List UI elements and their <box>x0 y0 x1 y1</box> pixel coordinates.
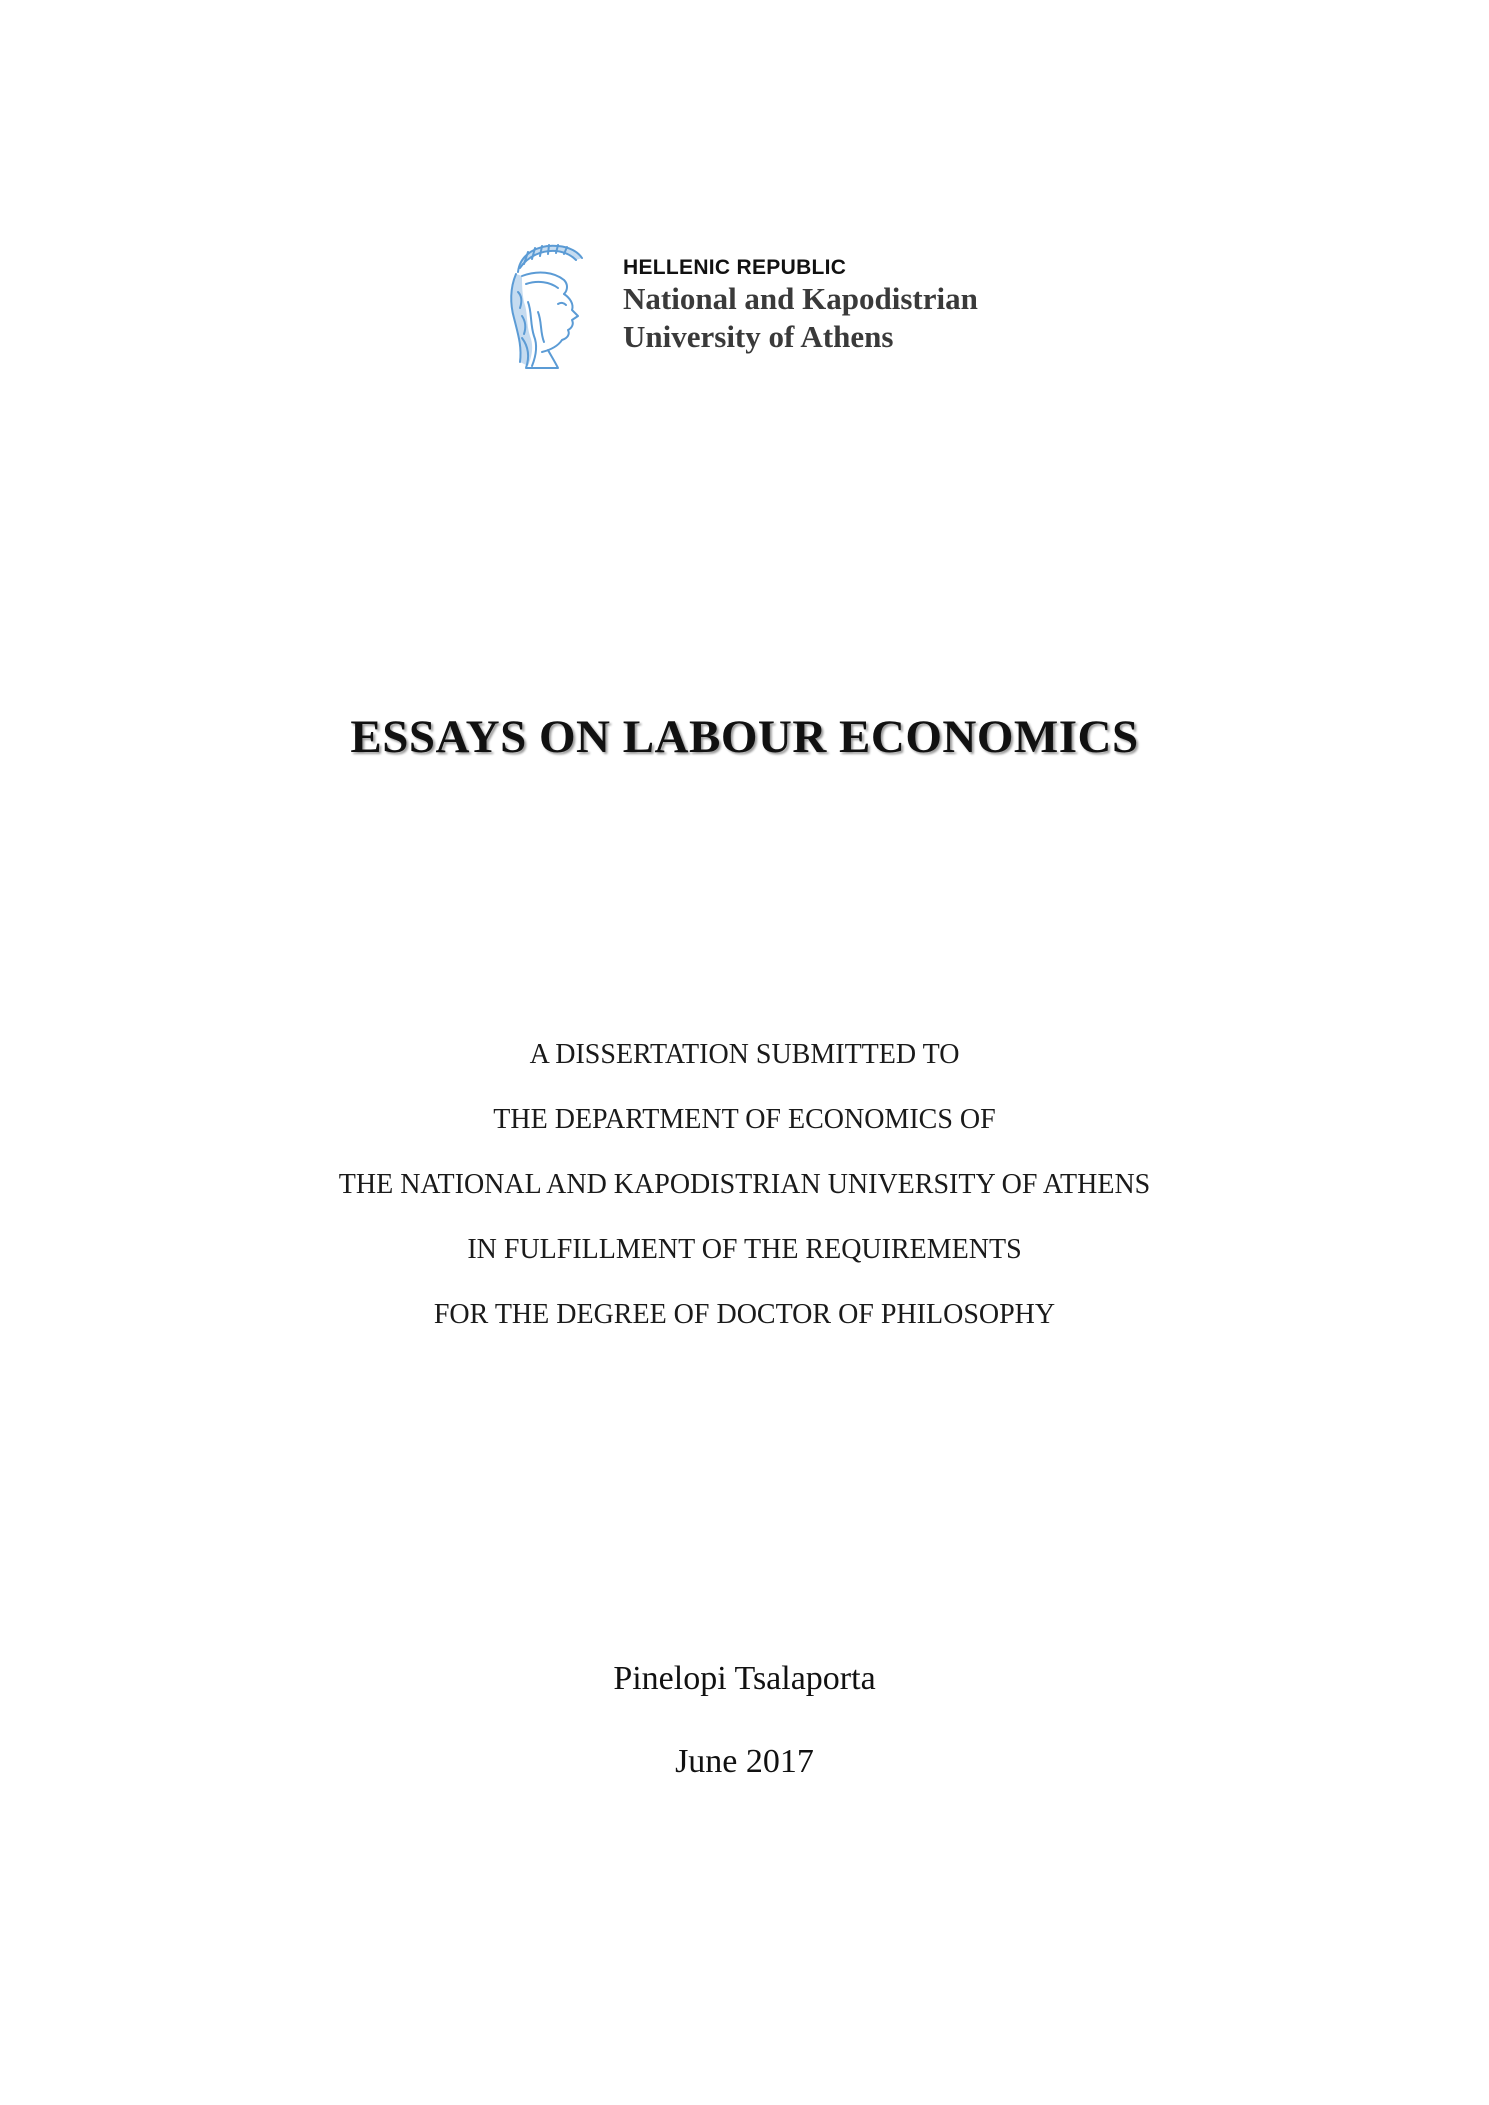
submission-line: FOR THE DEGREE OF DOCTOR OF PHILOSOPHY <box>433 1299 1056 1330</box>
submission-line: A DISSERTATION SUBMITTED TO <box>529 1039 960 1070</box>
republic-label: HELLENIC REPUBLIC <box>623 256 847 279</box>
submission-line: IN FULFILLMENT OF THE REQUIREMENTS <box>467 1234 1022 1265</box>
university-logo <box>498 242 1058 378</box>
university-name-line2: University of Athens <box>623 319 894 354</box>
submission-line: THE DEPARTMENT OF ECONOMICS OF <box>493 1104 996 1135</box>
author-name: Pinelopi Tsalaporta <box>613 1660 876 1697</box>
university-name <box>623 256 1063 356</box>
submission-statement <box>0 1022 1489 1347</box>
university-name-line1: National and Kapodistrian <box>623 281 978 316</box>
dissertation-title: ESSAYS ON LABOUR ECONOMICS <box>350 711 1139 763</box>
submission-date: June 2017 <box>675 1743 814 1780</box>
submission-line: THE NATIONAL AND KAPODISTRIAN UNIVERSITY OF ATHENS <box>338 1169 1151 1200</box>
athena-head-icon <box>498 242 586 372</box>
